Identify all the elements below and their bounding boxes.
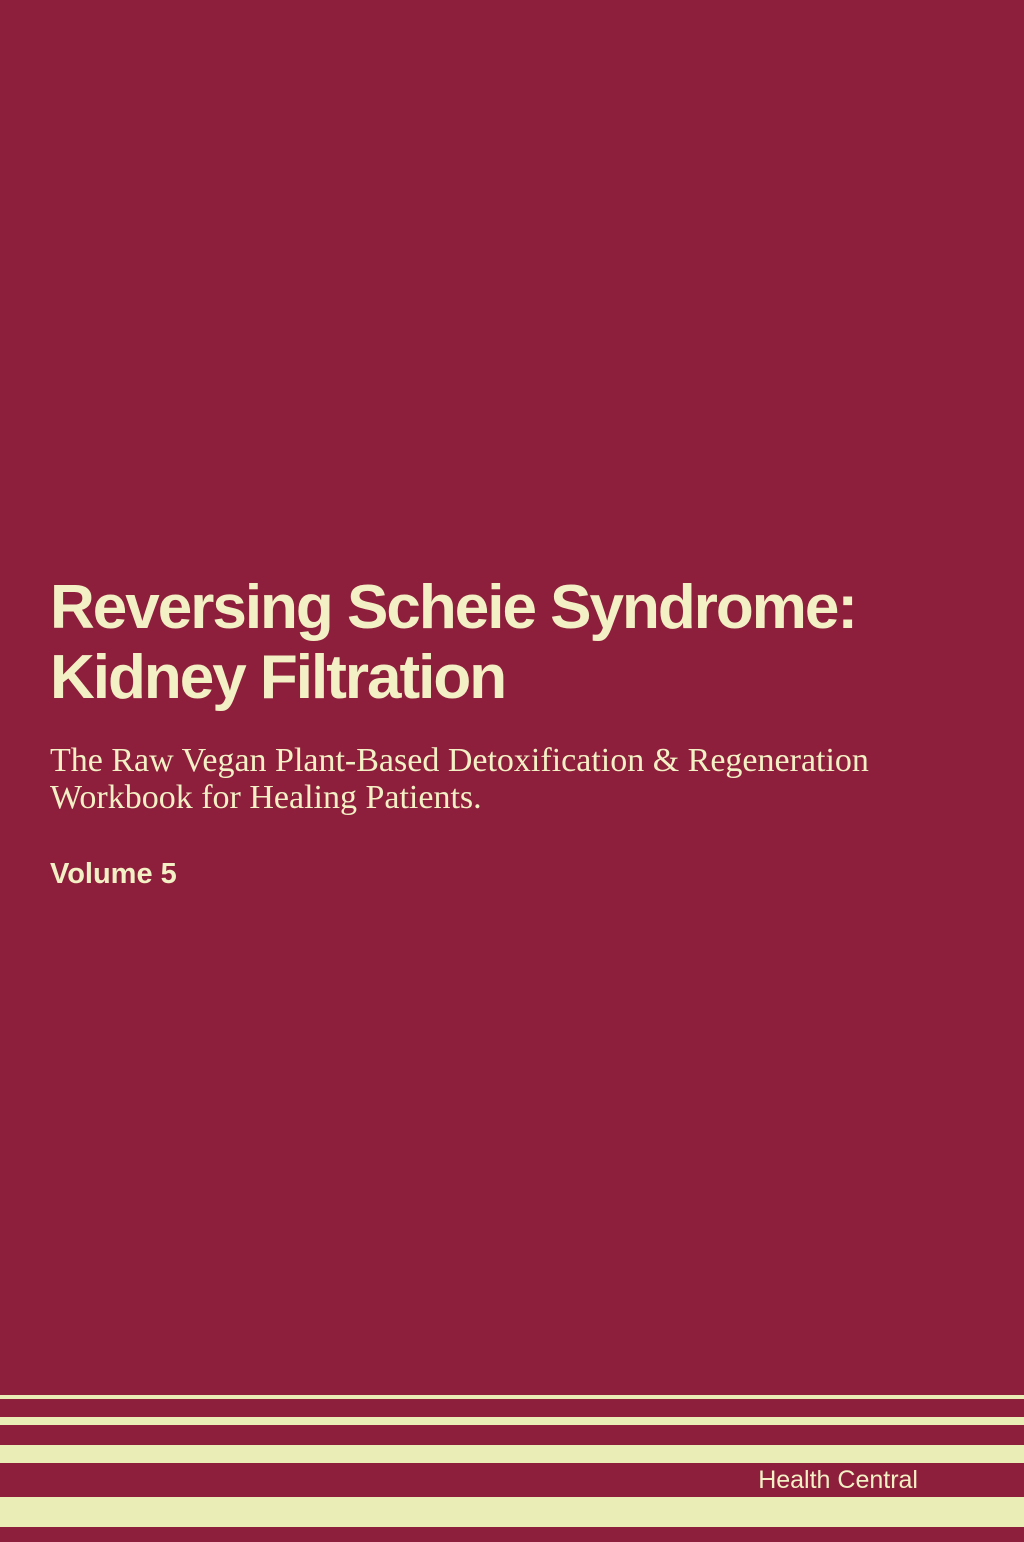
publisher-name: Health Central: [758, 1465, 918, 1494]
volume-label: Volume 5: [50, 858, 177, 890]
footer-stripe-thin-1: [0, 1395, 1024, 1399]
footer-stripe-medium: [0, 1445, 1024, 1463]
book-subtitle: The Raw Vegan Plant-Based Detoxification & Regeneration Workbook for Healing Patients.: [50, 742, 869, 816]
book-title-line1: Reversing Scheie Syndrome:: [50, 573, 856, 642]
footer-stripe-thin-2: [0, 1417, 1024, 1425]
book-title: [50, 573, 856, 713]
publisher-band: [0, 1463, 1024, 1497]
book-title-line2: Kidney Filtration: [50, 643, 506, 712]
footer-stripe-wide: [0, 1497, 1024, 1527]
